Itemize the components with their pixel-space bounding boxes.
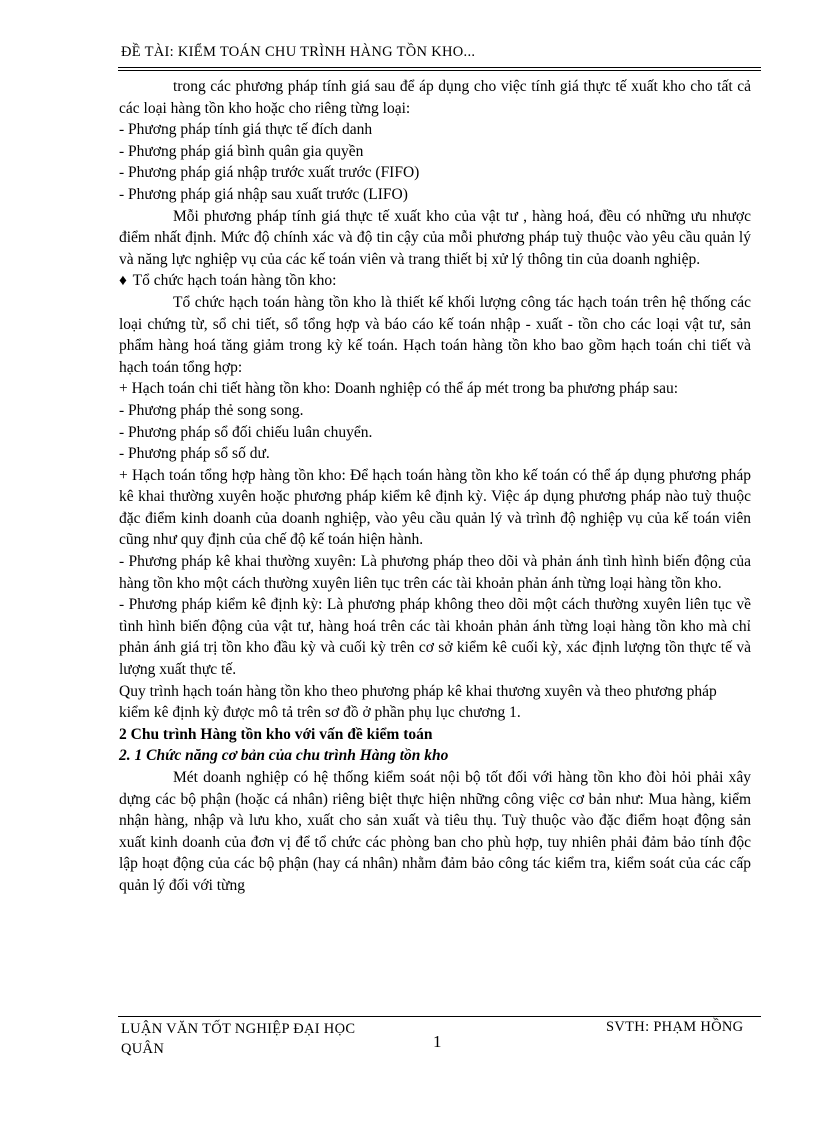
paragraph-intro: trong các phương pháp tính giá sau để áp dụng cho việc tính giá thực tế xuất kho cho tất cả các loại hàng tồn kho hoặc cho riêng từng loại: <box>119 78 751 117</box>
header-rule-top <box>118 67 761 68</box>
footer-rule <box>118 1016 761 1017</box>
bullet-heading <box>119 270 751 292</box>
paragraph-methods-note: Mỗi phương pháp tính giá thực tế xuất kho của vật tư , hàng hoá, đều có những ưu nhược điểm nhất định. Mức độ chính xác và độ tin cậy của mỗi phương pháp tuỳ thuộc vào yêu cầu quản lý và năng lực nghiệp vụ của các kế toán viên và trang thiết bị xử lý thông tin của doanh nghiệp. <box>119 207 751 268</box>
paragraph-organization: Tổ chức hạch toán hàng tồn kho là thiết kế khối lượng công tác hạch toán trên hệ thống các loại chứng từ, sổ chi tiết, sổ tổng hợp và báo cáo kế toán nhập - xuất - tồn cho các loại vật tư, sản phẩm hàng hoá tăng giảm trong kỳ kế toán. Hạch toán hàng tồn kho bao gồm hạch toán chi tiết và hạch toán tổng hợp: <box>119 293 751 376</box>
page-number: 1 <box>433 1032 442 1051</box>
footer-thesis-label: LUẬN VĂN TỐT NGHIỆP ĐẠI HỌC QUÂN <box>121 1021 356 1057</box>
method-list-item: - Phương pháp tính giá thực tế đích danh <box>119 121 373 139</box>
footer-student-name: SVTH: PHẠM HỒNG <box>606 1019 744 1035</box>
paragraph-periodic-method: - Phương pháp kiểm kê định kỳ: Là phương pháp không theo dõi một cách thường xuyên liên tục về tình hình biến động của vật tư, hàng hoá trên các tài khoản phản ánh từng loại hàng tồn kho mà chỉ phản ánh giá trị tồn kho đầu kỳ và cuối kỳ trên cơ sở kiểm kê cuối kỳ, xác định lượng tồn thực tế và lượng xuất thực tế. <box>119 596 751 679</box>
subsection-heading: 2. 1 Chức năng cơ bản của chu trình Hàng tồn kho <box>119 747 449 765</box>
paragraph-general-accounting: + Hạch toán tổng hợp hàng tồn kho: Để hạch toán hàng tồn kho kế toán có thể áp dụng phương pháp kê khai thường xuyên hoặc phương pháp kiểm kê định kỳ. Việc áp dụng phương pháp nào tuỳ thuộc đặc điểm kinh doanh của doanh nghiệp, vào yêu cầu quản lý và trình độ nghiệp vụ của kế toán viên cũng như quy định của chế độ kế toán hiện hành. <box>119 466 751 549</box>
page-body <box>119 76 751 897</box>
paragraph-functions: Mét doanh nghiệp có hệ thống kiểm soát nội bộ tốt đối với hàng tồn kho đòi hỏi phải xây dựng các bộ phận (hoặc cá nhân) riêng biệt thực hiện những công việc cơ bản như: Mua hàng, kiểm nhận hàng, nhập và lưu kho, xuất cho sản xuất và tiêu thụ. Tuỳ thuộc vào đặc điểm hoạt động sản xuất kinh doanh của đơn vị để tổ chức các phòng ban cho phù hợp, tuy nhiên phải đảm bảo tính độc lập hoạt động của các bộ phận (hay cá nhân) nhằm đảm bảo công tác kiểm tra, kiểm soát của các cấp quản lý đối với từng <box>119 769 751 894</box>
paragraph-detail-accounting: + Hạch toán chi tiết hàng tồn kho: Doanh nghiệp có thể áp mét trong ba phương pháp sau: <box>119 380 679 398</box>
paragraph-procedure: Quy trình hạch toán hàng tồn kho theo phương pháp kê khai thương xuyên và theo phương pháp kiểm kê định kỳ được mô tả trên sơ đồ ở phần phụ lục chương 1. <box>119 682 717 722</box>
section-heading: 2 Chu trình Hàng tồn kho với vấn đề kiểm toán <box>119 725 433 743</box>
running-header: ĐỀ TÀI: KIỂM TOÁN CHU TRÌNH HÀNG TỒN KHO... <box>121 44 476 60</box>
header-rule-bottom <box>118 70 761 71</box>
method-list-item: - Phương pháp giá nhập trước xuất trước (FIFO) <box>119 164 420 182</box>
detail-list-item: - Phương pháp sổ đối chiếu luân chuyển. <box>119 423 373 441</box>
method-list-item: - Phương pháp giá bình quân gia quyền <box>119 142 364 160</box>
detail-list-item: - Phương pháp thẻ song song. <box>119 401 304 419</box>
diamond-bullet-icon: ♦ <box>119 272 127 290</box>
detail-list-item: - Phương pháp sổ số dư. <box>119 445 270 463</box>
bullet-heading-text: Tổ chức hạch toán hàng tồn kho: <box>132 272 337 290</box>
paragraph-perpetual-method: - Phương pháp kê khai thường xuyên: Là phương pháp theo dõi và phản ánh tình hình biến động của hàng tồn kho một cách thường xuyên liên tục trên các tài khoản phản ánh từng loại hàng tồn kho. <box>119 553 751 592</box>
method-list-item: - Phương pháp giá nhập sau xuất trước (LIFO) <box>119 185 408 203</box>
